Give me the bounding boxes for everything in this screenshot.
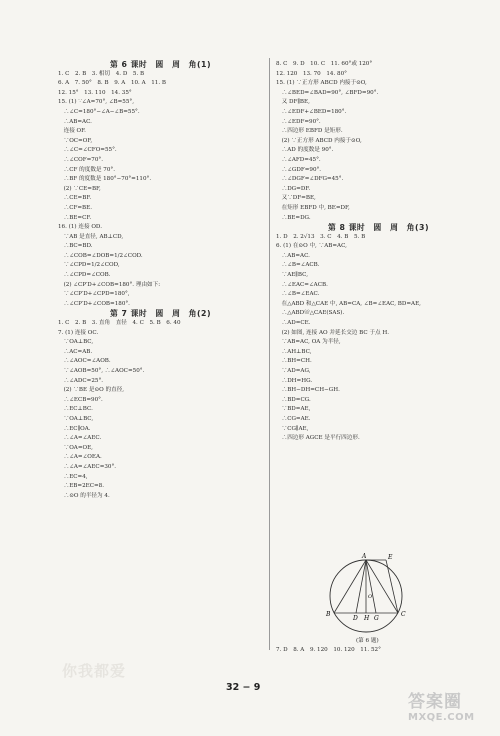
- answer-line: ∵AB=AC, OA 为半径,: [276, 339, 341, 346]
- answer-line: ∴∠GDF=90°.: [276, 166, 322, 173]
- section-title: 第 7 课时 圆 周 角(2): [109, 309, 212, 319]
- answer-line: ∴AD 的度数是 90°.: [276, 147, 334, 154]
- answer-line: ∴∠EAC=∠ACB.: [276, 281, 328, 288]
- answer-line: ∴AD=CE.: [276, 320, 311, 327]
- answer-line: ∴BD=CG.: [276, 396, 311, 403]
- answer-line: 连接 OF.: [58, 128, 86, 135]
- answer-line: ∴BF 的度数是 180°−70°=110°.: [58, 176, 152, 183]
- watermark-logo: [408, 694, 475, 723]
- answer-line: ∵∠CP′D+∠CPD=180°,: [58, 291, 130, 298]
- section-title: 第 6 课时 圆 周 角(1): [109, 60, 212, 69]
- answer-line: ∴CF=BE.: [58, 204, 93, 211]
- answer-line: (2) ∵BE 是⊙O 的直径,: [58, 387, 125, 394]
- label-e: E: [388, 554, 393, 561]
- answer-line: 6. A 7. 50° 8. B 9. A 10. A 11. B: [58, 80, 167, 87]
- answer-line: ∴∠DGF=∠DFG=45°.: [276, 176, 344, 183]
- left-column: [58, 60, 263, 501]
- answer-line: ∴∠C=∠CFO=55°.: [58, 147, 117, 154]
- answer-line: ∴∠COB=∠DOB=1/2∠COD.: [58, 252, 143, 259]
- answer-line: ∴四边形 AGCE 是平行四边形.: [276, 435, 360, 442]
- answer-line: ∴EB=2EC=8.: [58, 483, 105, 490]
- answer-line: 又 DF∥BE,: [276, 99, 310, 106]
- column-divider: [269, 58, 270, 650]
- answer-line: ∴∠ADC=25°.: [58, 377, 104, 384]
- answer-line: ∴EC⊥BC.: [58, 406, 93, 413]
- answer-line: ∵AD=AG,: [276, 368, 311, 374]
- answer-line: ∴∠AFD=45°.: [276, 156, 321, 163]
- answer-line: ∴EC∥OA.: [58, 425, 91, 432]
- answer-line: ∵CG∥AE,: [276, 425, 309, 432]
- ghost-text: 你我都爱: [62, 662, 127, 680]
- answer-line: ∵∠AOB=50°, ∴∠AOC=50°.: [58, 368, 145, 374]
- answer-line: 在矩形 EBFD 中, BE=DF,: [276, 204, 350, 211]
- answer-line: ∴CF 的度数是 70°.: [58, 166, 115, 173]
- answer-line: ∴BH=CH.: [276, 358, 312, 365]
- answer-line: ∵∠CPD=1/2∠COD,: [58, 262, 120, 269]
- answer-line: ∴BC=BD.: [58, 243, 93, 250]
- answer-line: 12. 15° 13. 110 14. 35°: [58, 89, 132, 96]
- answer-line: ∴BE=DG.: [276, 214, 311, 221]
- circle-figure: [316, 552, 426, 636]
- answer-line: ∴AH⊥BC,: [276, 348, 312, 355]
- answer-line: ∴CG=AE.: [276, 415, 311, 422]
- answer-line: 7. (1) 连接 OC.: [58, 329, 99, 336]
- answer-line: 12. 120 13. 70 14. 80°: [276, 70, 347, 77]
- watermark-big: 答案圈: [408, 692, 462, 712]
- answer-line: ∵AE∥BC,: [276, 272, 308, 279]
- answer-line: ∴∠EDF+∠BED=180°.: [276, 108, 347, 115]
- section-title: 第 8 课时 圆 周 角(3): [327, 223, 430, 233]
- answer-line: ∴EC=4,: [58, 473, 88, 480]
- answer-line: (2) ∵CE=BF,: [58, 185, 101, 192]
- label-b: B: [326, 611, 331, 618]
- answer-line: 又∵DF=BE,: [276, 195, 316, 202]
- answer-line: ∵AB 是直径, AB⊥CD,: [58, 233, 124, 240]
- answer-line: 1. C 2. B 3. 直角 直径 4. C 5. B 6. 40: [58, 320, 181, 327]
- answer-line: ∴BE=CF.: [58, 214, 92, 221]
- answer-line: (2) ∠CP′D+∠COB=180°. 理由如下:: [58, 281, 161, 288]
- answer-line: ∵OC=OF,: [58, 137, 93, 144]
- answer-line: ∴∠B=∠ACB.: [276, 262, 320, 269]
- answer-line: ∵OA=OE,: [58, 444, 93, 451]
- answer-line: ∴DH=HG.: [276, 377, 313, 384]
- answer-line: 15. (1) ∵∠A=70°, ∠B=55°,: [58, 99, 134, 106]
- answer-line: ∴∠ECB=90°.: [58, 396, 103, 403]
- answer-line: 16. (1) 连接 OD.: [58, 224, 102, 231]
- answer-line: 6. (1) 在⊙O 中, ∵AB=AC,: [276, 243, 347, 250]
- answer-line: ∴∠COF=70°.: [58, 156, 104, 163]
- answer-line: ∴∠A=∠OEA.: [58, 454, 102, 461]
- answer-line: ∴∠CPD=∠COB.: [58, 272, 111, 279]
- answer-line: 7. D 8. A 9. 120 10. 120 11. 52°: [276, 647, 381, 653]
- answer-line: ∴四边形 EBFD 是矩形.: [276, 128, 343, 135]
- answer-line: 8. C 9. D 10. C 11. 60°或 120°: [276, 61, 373, 67]
- label-h: H: [364, 615, 370, 622]
- answer-line: ∴BH−DH=CH−GH.: [276, 387, 340, 394]
- answer-line: 1. C 2. B 3. 相切 4. D 5. B: [58, 70, 145, 77]
- label-o: O: [368, 594, 373, 600]
- answer-line: (2) 如图, 连接 AO 并延长交边 BC 于点 H.: [276, 329, 390, 336]
- answer-line: ∴AC=AB.: [58, 348, 93, 355]
- page-number: 32 − 9: [226, 682, 261, 693]
- answer-line: 15. (1) ∵正方形 ABCD 内接于⊙O,: [276, 80, 367, 87]
- label-d: D: [353, 615, 358, 622]
- right-column: [276, 60, 481, 444]
- watermark-small: MXQE.COM: [408, 712, 475, 723]
- figure-caption: (第 6 题): [356, 638, 379, 644]
- answer-line: ∴DG=DF.: [276, 185, 311, 192]
- answer-line: ∴AB=AC.: [276, 252, 310, 259]
- answer-line: ∴⊙O 的半径为 4.: [58, 492, 110, 499]
- answer-line: ∴AB=AC.: [58, 118, 92, 125]
- answer-line: ∵OA⊥BC,: [58, 339, 94, 346]
- segment-ec: [386, 560, 398, 613]
- answer-line: ∴∠EDF=90°.: [276, 118, 321, 125]
- answer-line: ∴∠A=∠AEC=30°.: [58, 463, 117, 470]
- label-g: G: [374, 615, 379, 622]
- answer-line: ∴∠CP′D+∠COB=180°.: [58, 300, 130, 307]
- answer-line: ∴△ABD≌△CAE(SAS).: [276, 310, 345, 317]
- answer-line: ∴∠BED=∠BAD=90°, ∠BFD=90°.: [276, 89, 379, 96]
- answer-line: ∴∠A=∠AEC.: [58, 435, 102, 442]
- answer-line: ∵BD=AE,: [276, 406, 311, 413]
- label-a: A: [362, 553, 367, 560]
- right-last-line-wrap: [276, 646, 481, 656]
- answer-line: 1. D 2. 2√13 3. C 4. B 5. B: [276, 233, 366, 240]
- label-c: C: [401, 611, 406, 618]
- answer-line: 在△ABD 和△CAE 中, AB=CA, ∠B=∠EAC, BD=AE,: [276, 300, 421, 307]
- answer-line: ∵OA⊥BC,: [58, 415, 94, 422]
- answer-line: ∴CE=BF.: [58, 195, 92, 202]
- answer-line: (2) ∵正方形 ABCD 内接于⊙O,: [276, 137, 362, 144]
- answer-line: ∴∠C=180°−∠A−∠B=55°.: [58, 108, 140, 115]
- answer-line: ∴∠AOC=∠AOB.: [58, 358, 111, 365]
- answer-line: ∴∠B=∠EAC.: [276, 291, 320, 298]
